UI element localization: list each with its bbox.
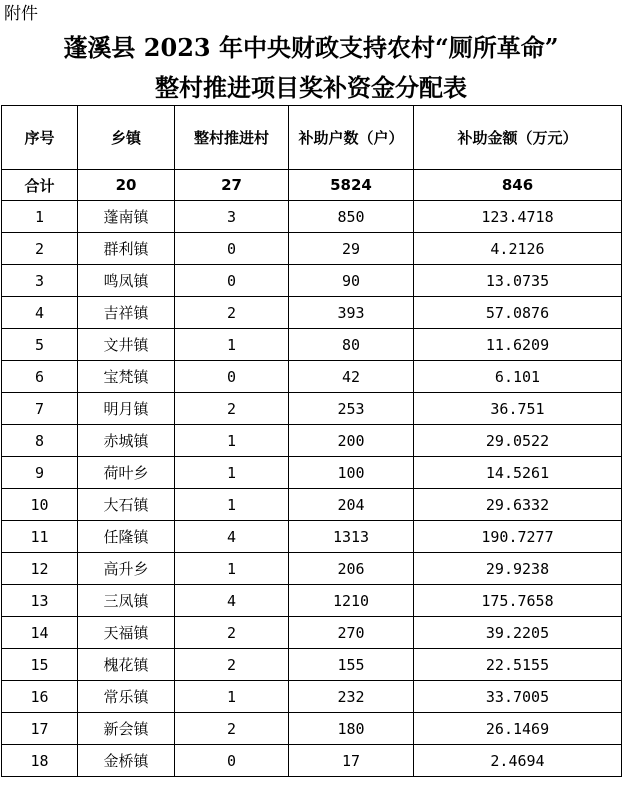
cell-households: 29 xyxy=(289,233,414,265)
cell-villages: 0 xyxy=(175,361,289,393)
cell-index: 6 xyxy=(2,361,78,393)
cell-index: 18 xyxy=(2,745,78,777)
cell-households: 17 xyxy=(289,745,414,777)
cell-households: 100 xyxy=(289,457,414,489)
table-row xyxy=(2,233,622,265)
cell-town: 新会镇 xyxy=(78,713,175,745)
cell-town: 三凤镇 xyxy=(78,585,175,617)
table-total-row xyxy=(2,170,622,201)
cell-villages: 2 xyxy=(175,713,289,745)
cell-index: 9 xyxy=(2,457,78,489)
cell-town: 赤城镇 xyxy=(78,425,175,457)
cell-households: 393 xyxy=(289,297,414,329)
cell-households: 200 xyxy=(289,425,414,457)
table-row xyxy=(2,649,622,681)
header-cell-households: 补助户数（户） xyxy=(289,106,414,170)
cell-town: 蓬南镇 xyxy=(78,201,175,233)
cell-households: 180 xyxy=(289,713,414,745)
cell-amount: 29.9238 xyxy=(414,553,622,585)
cell-town: 宝梵镇 xyxy=(78,361,175,393)
total-amount: 846 xyxy=(414,170,622,201)
cell-index: 8 xyxy=(2,425,78,457)
cell-amount: 13.0735 xyxy=(414,265,622,297)
table-row xyxy=(2,489,622,521)
cell-households: 850 xyxy=(289,201,414,233)
total-towns: 20 xyxy=(78,170,175,201)
cell-index: 14 xyxy=(2,617,78,649)
cell-town: 金桥镇 xyxy=(78,745,175,777)
cell-amount: 4.2126 xyxy=(414,233,622,265)
cell-amount: 11.6209 xyxy=(414,329,622,361)
cell-amount: 29.0522 xyxy=(414,425,622,457)
table-row xyxy=(2,585,622,617)
cell-amount: 14.5261 xyxy=(414,457,622,489)
cell-amount: 26.1469 xyxy=(414,713,622,745)
cell-villages: 1 xyxy=(175,457,289,489)
cell-index: 3 xyxy=(2,265,78,297)
table-row xyxy=(2,617,622,649)
cell-index: 4 xyxy=(2,297,78,329)
cell-town: 任隆镇 xyxy=(78,521,175,553)
cell-town: 吉祥镇 xyxy=(78,297,175,329)
cell-town: 鸣凤镇 xyxy=(78,265,175,297)
cell-index: 12 xyxy=(2,553,78,585)
cell-villages: 1 xyxy=(175,681,289,713)
cell-villages: 1 xyxy=(175,489,289,521)
total-label: 合计 xyxy=(2,170,78,201)
cell-town: 文井镇 xyxy=(78,329,175,361)
document-title-line-1: 蓬溪县 2023 年中央财政支持农村“厕所革命” xyxy=(63,33,559,62)
header-cell-villages: 整村推进村 xyxy=(175,106,289,170)
cell-villages: 0 xyxy=(175,233,289,265)
cell-amount: 33.7005 xyxy=(414,681,622,713)
cell-amount: 190.7277 xyxy=(414,521,622,553)
cell-town: 群利镇 xyxy=(78,233,175,265)
cell-amount: 29.6332 xyxy=(414,489,622,521)
table-row xyxy=(2,393,622,425)
cell-index: 5 xyxy=(2,329,78,361)
cell-town: 明月镇 xyxy=(78,393,175,425)
header-cell-town: 乡镇 xyxy=(78,106,175,170)
header-cell-amount: 补助金额（万元） xyxy=(414,106,622,170)
cell-town: 常乐镇 xyxy=(78,681,175,713)
cell-index: 15 xyxy=(2,649,78,681)
cell-town: 高升乡 xyxy=(78,553,175,585)
cell-households: 204 xyxy=(289,489,414,521)
cell-villages: 0 xyxy=(175,265,289,297)
table-header-row xyxy=(2,106,622,170)
table-row xyxy=(2,425,622,457)
table-row xyxy=(2,681,622,713)
table-row xyxy=(2,265,622,297)
cell-households: 80 xyxy=(289,329,414,361)
cell-index: 10 xyxy=(2,489,78,521)
cell-households: 253 xyxy=(289,393,414,425)
table-row xyxy=(2,457,622,489)
attachment-label: 附件 xyxy=(4,4,38,24)
cell-households: 1313 xyxy=(289,521,414,553)
cell-households: 90 xyxy=(289,265,414,297)
cell-town: 天福镇 xyxy=(78,617,175,649)
cell-index: 1 xyxy=(2,201,78,233)
table-row xyxy=(2,521,622,553)
cell-index: 16 xyxy=(2,681,78,713)
cell-villages: 3 xyxy=(175,201,289,233)
document-title-line-2: 整村推进项目奖补资金分配表 xyxy=(155,73,467,102)
cell-amount: 36.751 xyxy=(414,393,622,425)
cell-index: 11 xyxy=(2,521,78,553)
total-households: 5824 xyxy=(289,170,414,201)
cell-villages: 4 xyxy=(175,521,289,553)
cell-households: 42 xyxy=(289,361,414,393)
cell-amount: 6.101 xyxy=(414,361,622,393)
cell-villages: 2 xyxy=(175,393,289,425)
allocation-table xyxy=(1,105,622,777)
cell-index: 7 xyxy=(2,393,78,425)
table-row xyxy=(2,329,622,361)
cell-households: 206 xyxy=(289,553,414,585)
cell-amount: 57.0876 xyxy=(414,297,622,329)
total-villages: 27 xyxy=(175,170,289,201)
cell-villages: 1 xyxy=(175,553,289,585)
cell-villages: 2 xyxy=(175,649,289,681)
cell-households: 232 xyxy=(289,681,414,713)
table-row xyxy=(2,553,622,585)
table-row xyxy=(2,745,622,777)
cell-index: 13 xyxy=(2,585,78,617)
cell-amount: 123.4718 xyxy=(414,201,622,233)
cell-amount: 175.7658 xyxy=(414,585,622,617)
cell-villages: 1 xyxy=(175,329,289,361)
cell-villages: 2 xyxy=(175,297,289,329)
cell-town: 槐花镇 xyxy=(78,649,175,681)
table-row xyxy=(2,361,622,393)
cell-town: 荷叶乡 xyxy=(78,457,175,489)
cell-amount: 39.2205 xyxy=(414,617,622,649)
cell-households: 155 xyxy=(289,649,414,681)
cell-index: 17 xyxy=(2,713,78,745)
cell-town: 大石镇 xyxy=(78,489,175,521)
cell-households: 270 xyxy=(289,617,414,649)
cell-villages: 1 xyxy=(175,425,289,457)
header-cell-index: 序号 xyxy=(2,106,78,170)
cell-villages: 2 xyxy=(175,617,289,649)
cell-households: 1210 xyxy=(289,585,414,617)
table-row xyxy=(2,201,622,233)
cell-amount: 22.5155 xyxy=(414,649,622,681)
table-row xyxy=(2,713,622,745)
cell-villages: 0 xyxy=(175,745,289,777)
cell-index: 2 xyxy=(2,233,78,265)
table-row xyxy=(2,297,622,329)
cell-villages: 4 xyxy=(175,585,289,617)
cell-amount: 2.4694 xyxy=(414,745,622,777)
